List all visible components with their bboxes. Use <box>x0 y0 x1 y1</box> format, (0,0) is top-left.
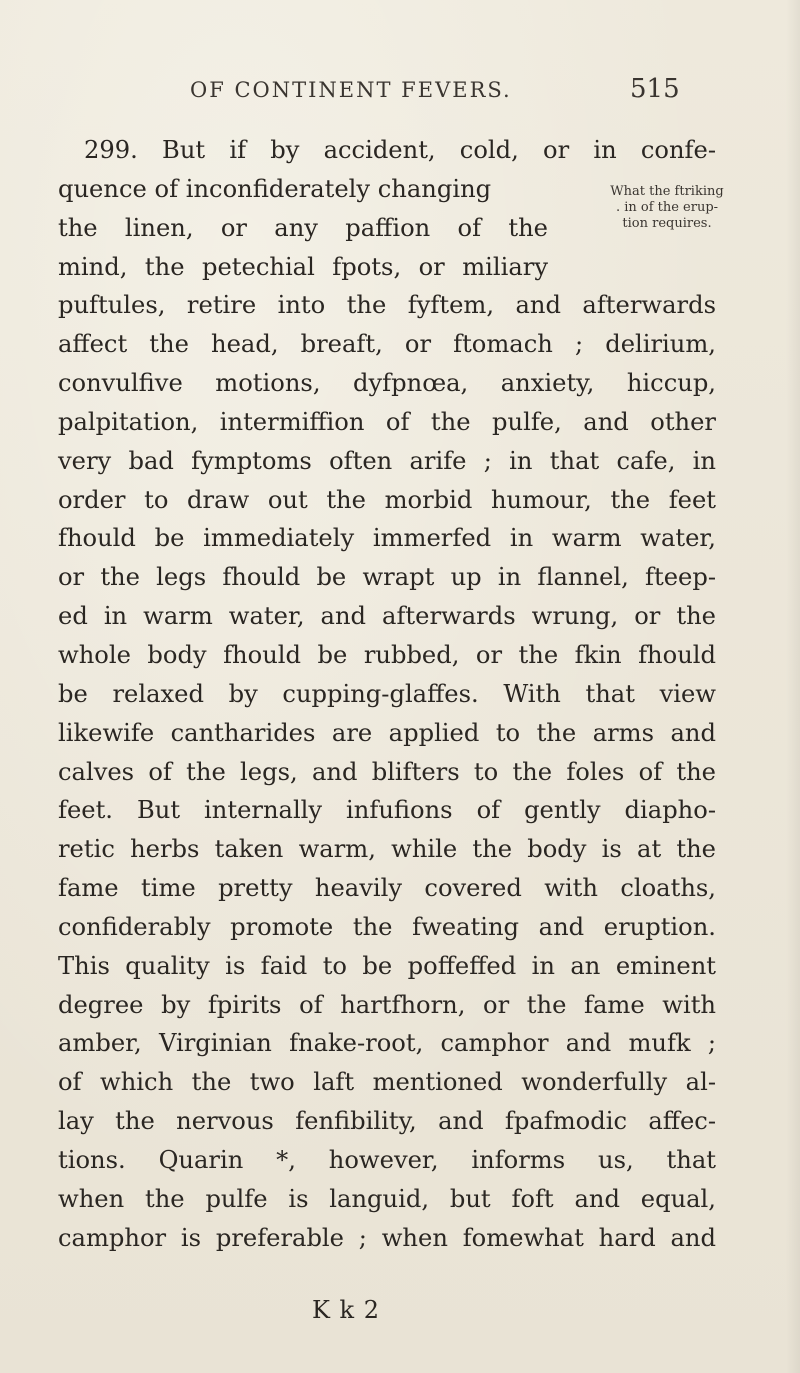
text-line: of which the two laft mentioned wonderfully al- <box>58 1068 716 1097</box>
text-line: whole body fhould be rubbed, or the fkin fhould <box>58 640 716 669</box>
text-line: confiderably promote the fweating and eruption. <box>58 912 716 941</box>
page-number: 515 <box>630 74 680 104</box>
marginal-note-line: tion requires. <box>622 216 712 231</box>
text-line: mind, the petechial fpots, or miliary <box>58 252 548 281</box>
text-line: or the legs fhould be wrapt up in flannel, fteep- <box>58 563 716 592</box>
text-line: convulfive motions, dyfpnœa, anxiety, hiccup, <box>58 369 716 398</box>
body-paragraph <box>58 131 716 1257</box>
text-line: ed in warm water, and afterwards wrung, or the <box>58 602 716 631</box>
text-line: affect the head, breaft, or ftomach ; delirium, <box>58 330 716 359</box>
marginal-note-line: What the ftriking <box>610 184 724 199</box>
page-edge-shadow <box>786 0 800 1373</box>
text-line: the linen, or any paffion of the <box>58 213 548 242</box>
text-line: This quality is faid to be poffeffed in an eminent <box>58 951 716 980</box>
text-line: palpitation, intermiffion of the pulfe, and other <box>58 407 716 436</box>
running-head: OF CONTINENT FEVERS. <box>190 78 512 102</box>
marginal-note-line: . in of the erup- <box>615 200 719 215</box>
text-line: be relaxed by cupping-glaffes. With that view <box>58 679 716 708</box>
text-line: fhould be immediately immerfed in warm water, <box>58 524 716 553</box>
text-line: amber, Virginian fnake-root, camphor and mufk ; <box>58 1029 716 1058</box>
text-line: when the pulfe is languid, but foft and equal, <box>58 1184 716 1213</box>
text-line: quence of inconfiderately changing <box>58 174 492 203</box>
text-line: feet. But internally infufions of gently diapho- <box>58 796 716 825</box>
text-line: very bad fymptoms often arife ; in that cafe, in <box>58 446 716 475</box>
text-line: fame time pretty heavily covered with cloaths, <box>58 874 716 903</box>
text-line: tions. Quarin *, however, informs us, that <box>58 1145 716 1174</box>
text-line: lay the nervous fenfibility, and fpafmodic affec- <box>58 1107 716 1136</box>
text-line: camphor is preferable ; when fomewhat hard and <box>58 1223 716 1252</box>
text-line: calves of the legs, and blifters to the foles of the <box>58 757 716 786</box>
signature-mark: K k 2 <box>312 1296 380 1324</box>
text-line: retic herbs taken warm, while the body is at the <box>58 835 716 864</box>
text-line: 299. But if by accident, cold, or in confe- <box>84 136 716 164</box>
text-line: likewife cantharides are applied to the arms and <box>58 718 716 747</box>
text-line: puftules, retire into the fyftem, and afterwards <box>58 291 716 320</box>
text-line: degree by fpirits of hartfhorn, or the fame with <box>58 990 716 1019</box>
text-line: order to draw out the morbid humour, the feet <box>58 485 716 514</box>
